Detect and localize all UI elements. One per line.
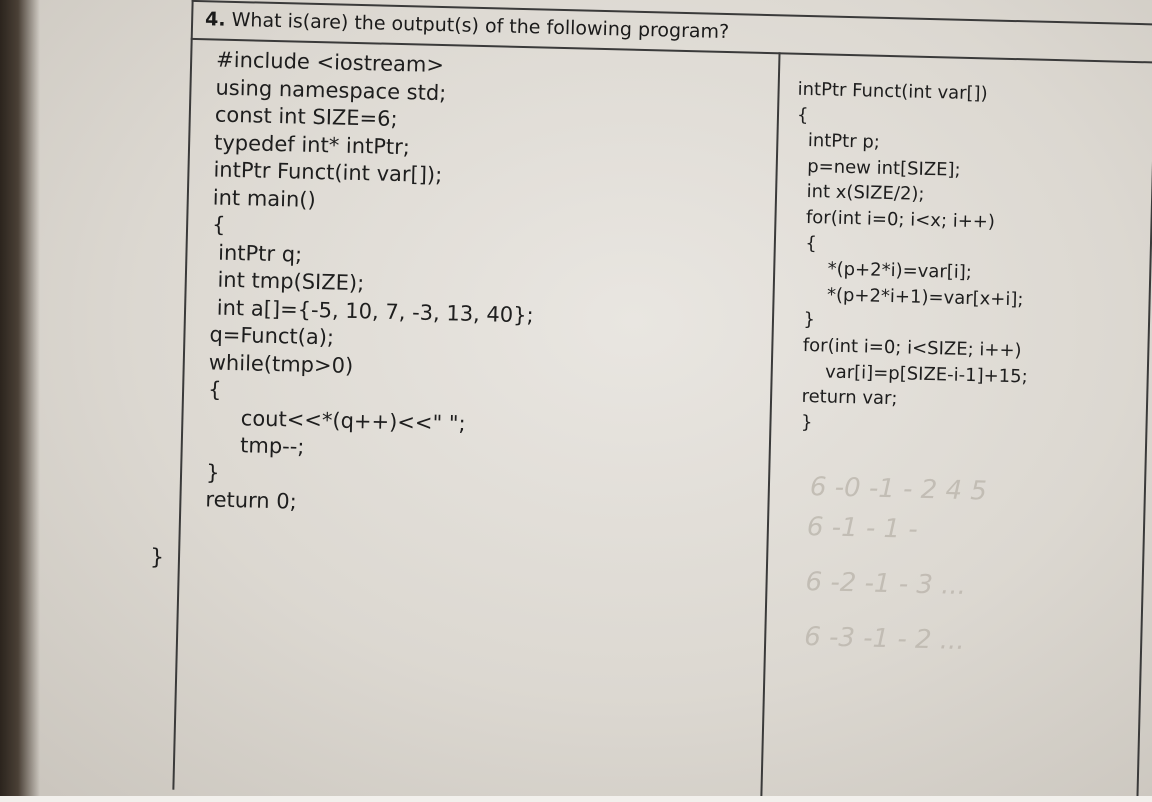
code-line: {: [207, 377, 222, 402]
main-closing-brace: }: [149, 545, 165, 571]
pencil-notes: [800, 465, 1135, 663]
code-line: using namespace std;: [215, 75, 447, 105]
column-divider: [760, 52, 780, 802]
code-line: int a[]={-5, 10, 7, -3, 13, 40};: [216, 295, 534, 327]
code-line: *(p+2*i)=var[i];: [827, 258, 973, 284]
question-heading: [205, 8, 729, 43]
code-line: }: [803, 309, 816, 331]
code-line: typedef int* intPtr;: [213, 130, 411, 159]
code-line: return var;: [801, 386, 898, 410]
code-line: intPtr q;: [217, 240, 303, 267]
funct-code-block: [789, 77, 1035, 441]
code-line: p=new int[SIZE];: [806, 155, 961, 181]
code-line: intPtr Funct(int var[]);: [213, 157, 443, 188]
code-line: }: [800, 411, 813, 433]
code-line: {: [211, 212, 226, 237]
code-line: {: [796, 104, 809, 126]
pencil-note: 6 -3 -1 - 2 ...: [803, 622, 966, 656]
code-line: var[i]=p[SIZE-i-1]+15;: [824, 361, 1028, 387]
code-line: intPtr Funct(int var[]): [797, 78, 988, 105]
code-line: }: [205, 459, 220, 485]
code-line: tmp--;: [239, 433, 305, 459]
pencil-note: 6 -1 - 1 -: [806, 512, 919, 545]
bottom-border-strip: [0, 796, 1152, 802]
code-line: {: [805, 232, 818, 254]
code-line: int x(SIZE/2);: [806, 181, 925, 206]
question-number: 4.: [204, 8, 226, 31]
pencil-note: 6 -0 -1 - 2 4 5: [809, 472, 988, 507]
code-line: *(p+2*i+1)=var[x+i];: [826, 284, 1024, 311]
code-line: return 0;: [205, 487, 298, 514]
code-line: #include <iostream>: [215, 47, 445, 78]
code-line: while(tmp>0): [208, 349, 354, 378]
right-border: [1136, 23, 1152, 802]
code-line: intPtr p;: [807, 130, 881, 153]
question-text: What is(are) the output(s) of the following program?: [231, 8, 730, 44]
code-line: int tmp(SIZE);: [217, 267, 365, 296]
code-line: const int SIZE=6;: [214, 102, 398, 131]
left-border: [172, 0, 193, 790]
code-line: for(int i=0; i<SIZE; i++): [802, 334, 1022, 362]
pencil-note: 6 -2 -1 - 3 ...: [805, 567, 967, 601]
code-line: for(int i=0; i<x; i++): [805, 206, 996, 233]
code-line: q=Funct(a);: [209, 322, 335, 350]
code-line: cout<<*(q++)<<" ";: [240, 405, 466, 436]
main-code-block: [205, 47, 540, 522]
code-line: int main(): [212, 184, 317, 212]
